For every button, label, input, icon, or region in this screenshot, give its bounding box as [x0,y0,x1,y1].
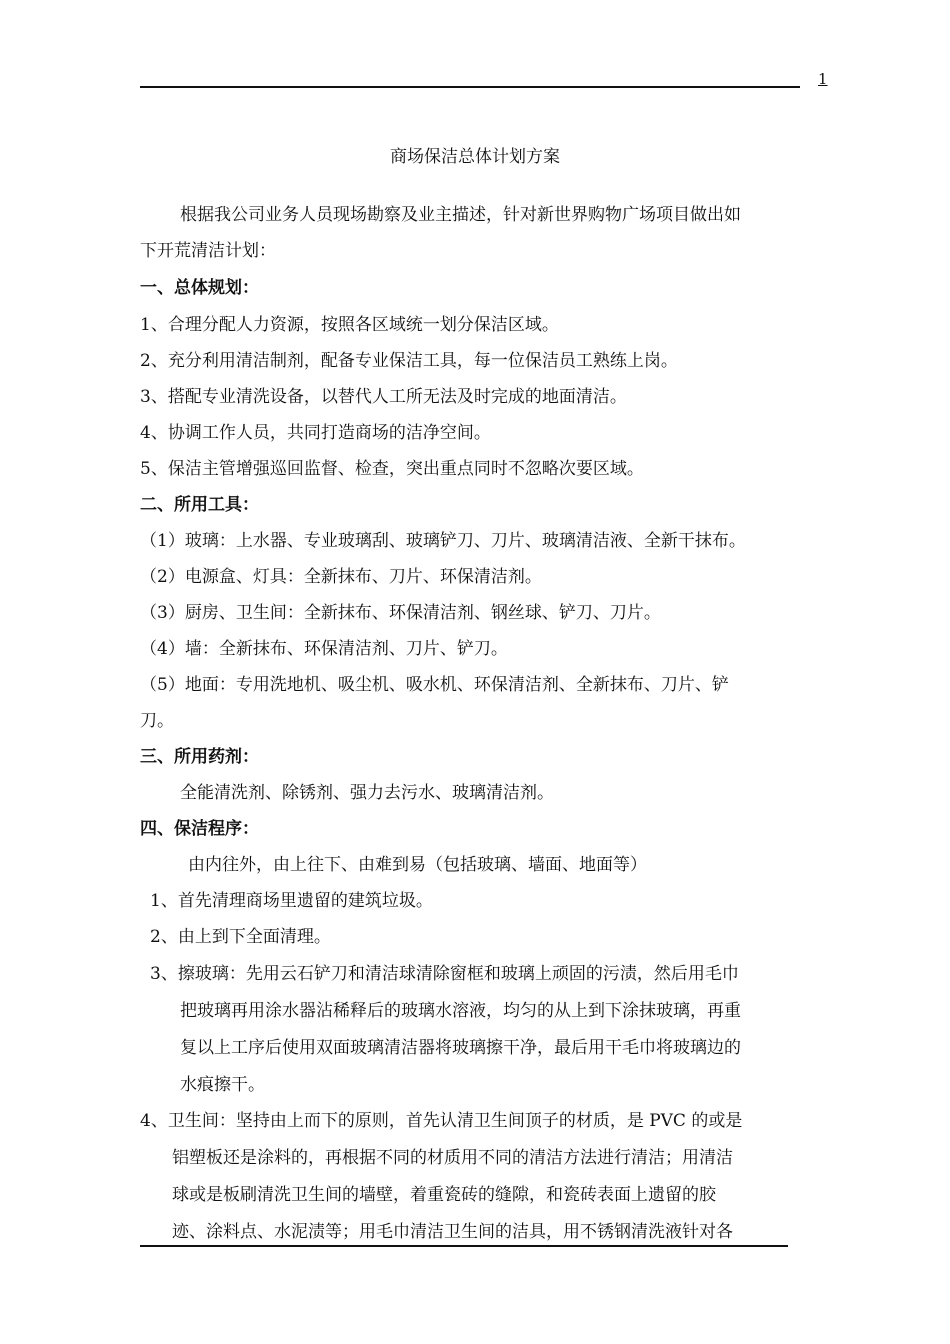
document-title: 商场保洁总体计划方案 [390,147,560,167]
paragraph-line: 全能清洗剂、除锈剂、强力去污水、玻璃清洁剂。 [180,783,554,803]
paragraph-line: 下开荒清洁计划： [140,241,276,261]
list-item-continuation: 刀。 [140,711,174,731]
list-item: 1、合理分配人力资源，按照各区域统一划分保洁区域。 [140,315,559,335]
list-item-continuation: 把玻璃再用涂水器沾稀释后的玻璃水溶液，均匀的从上到下涂抹玻璃，再重 [180,1001,741,1021]
list-item: 1、首先清理商场里遗留的建筑垃圾。 [150,891,433,911]
list-item: （3）厨房、卫生间：全新抹布、环保清洁剂、钢丝球、铲刀、刀片。 [140,603,661,623]
section-heading: 三、所用药剂： [140,747,259,767]
list-item: （4）墙：全新抹布、环保清洁剂、刀片、铲刀。 [140,639,508,659]
list-item-continuation: 迹、涂料点、水泥渍等；用毛巾清洁卫生间的洁具，用不锈钢清洗液针对各 [172,1222,733,1242]
list-item: 2、充分利用清洁制剂，配备专业保洁工具，每一位保洁员工熟练上岗。 [140,351,678,371]
page-number: 1 [818,70,828,88]
list-item: （1）玻璃：上水器、专业玻璃刮、玻璃铲刀、刀片、玻璃清洁液、全新干抹布。 [140,531,746,551]
list-item: 5、保洁主管增强巡回监督、检查，突出重点同时不忽略次要区域。 [140,459,644,479]
paragraph-line: 根据我公司业务人员现场勘察及业主描述，针对新世界购物广场项目做出如 [180,205,741,225]
list-item-continuation: 水痕擦干。 [180,1075,265,1095]
paragraph-line: 由内往外，由上往下、由难到易（包括玻璃、墙面、地面等） [188,855,647,875]
section-heading: 二、所用工具： [140,495,259,515]
list-item: 2、由上到下全面清理。 [150,927,331,947]
footer-rule [140,1245,788,1247]
list-item: （2）电源盒、灯具：全新抹布、刀片、环保清洁剂。 [140,567,542,587]
list-item-continuation: 复以上工序后使用双面玻璃清洁器将玻璃擦干净，最后用干毛巾将玻璃边的 [180,1038,741,1058]
list-item-continuation: 球或是板刷清洗卫生间的墙壁，着重瓷砖的缝隙，和瓷砖表面上遗留的胶 [172,1185,716,1205]
list-item-continuation: 铝塑板还是涂料的，再根据不同的材质用不同的清洁方法进行清洁；用清洁 [172,1148,733,1168]
header-rule [140,86,800,88]
list-item: 3、搭配专业清洗设备，以替代人工所无法及时完成的地面清洁。 [140,387,627,407]
section-heading: 四、保洁程序： [140,819,259,839]
section-heading: 一、总体规划： [140,278,259,298]
list-item: 4、协调工作人员，共同打造商场的洁净空间。 [140,423,491,443]
list-item: （5）地面：专用洗地机、吸尘机、吸水机、环保清洁剂、全新抹布、刀片、铲 [140,675,729,695]
list-item: 4、卫生间：坚持由上而下的原则，首先认清卫生间顶子的材质，是 PVC 的或是 [140,1111,743,1131]
list-item: 3、擦玻璃：先用云石铲刀和清洁球清除窗框和玻璃上顽固的污渍，然后用毛巾 [150,964,739,984]
